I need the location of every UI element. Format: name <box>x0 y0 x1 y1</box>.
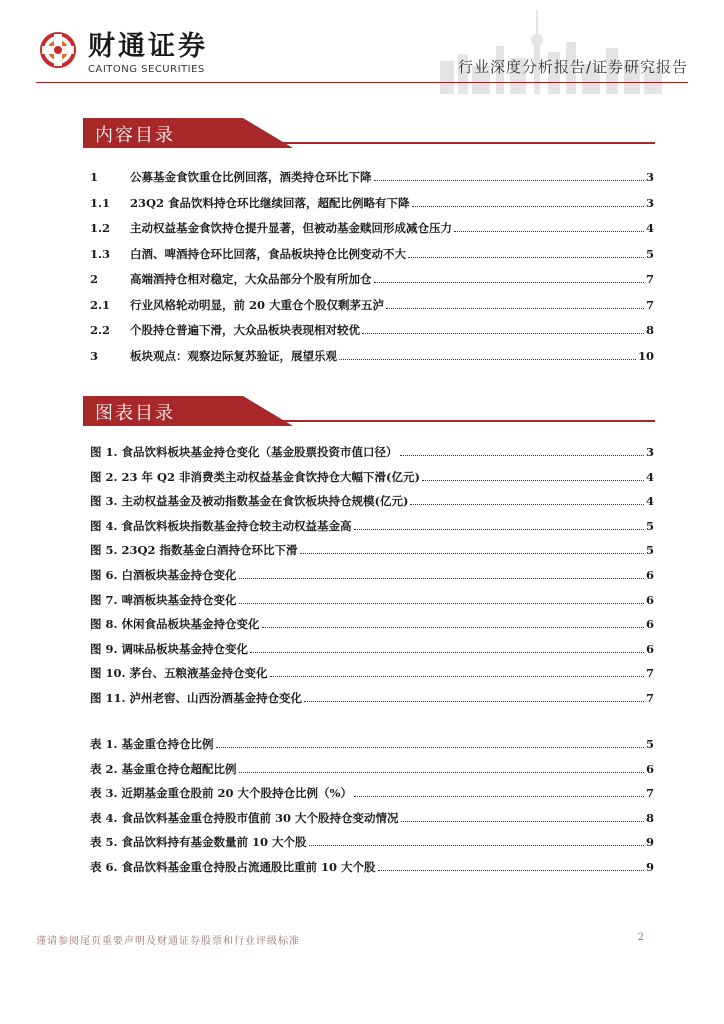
entry-title: 图 2. 23 年 Q2 非消费类主动权益基金食饮持仓大幅下滑(亿元) <box>90 469 420 484</box>
entry-page-number: 3 <box>645 445 654 459</box>
entry-page-number: 4 <box>645 494 654 509</box>
entry-page-number: 5 <box>645 737 654 751</box>
toc-section-header <box>83 118 655 148</box>
entry-title: 图 4. 食品饮料板块指数基金持仓较主动权益基金高 <box>90 518 352 533</box>
logo-chinese-name: 财通证券 <box>88 31 208 62</box>
figure-entry[interactable] <box>90 834 654 852</box>
entry-page-number: 6 <box>645 617 654 632</box>
dot-leader <box>412 196 644 207</box>
toc-entry[interactable] <box>90 322 654 340</box>
entry-page-number: 8 <box>645 810 654 825</box>
figure-entry[interactable] <box>90 592 654 610</box>
entry-title: 公募基金食饮重仓比例回落，酒类持仓环比下降 <box>130 170 372 184</box>
entry-title: 行业风格轮动明显，前 20 大重仓个股仅剩茅五泸 <box>130 297 385 312</box>
city-skyline-watermark <box>430 6 670 94</box>
entry-page-number: 7 <box>645 691 654 705</box>
toc-entry[interactable] <box>90 297 654 315</box>
toc-entry-number: 2.1 <box>90 297 111 312</box>
figures-section-header <box>83 396 655 426</box>
entry-page-number: 4 <box>645 221 654 235</box>
dot-leader <box>239 593 644 604</box>
footer-disclaimer: 谨请参阅尾页重要声明及财通证券股票和行业评级标准 <box>36 936 300 947</box>
entry-title: 23Q2 食品饮料持仓环比继续回落，超配比例略有下降 <box>130 195 410 210</box>
dot-leader <box>300 543 644 554</box>
toc-entry[interactable] <box>90 220 654 238</box>
entry-page-number: 9 <box>645 860 654 874</box>
entry-page-number: 6 <box>645 592 654 607</box>
dot-leader <box>339 349 636 360</box>
entry-title: 表 1. 基金重仓持仓比例 <box>90 737 214 751</box>
toc-entry[interactable] <box>90 348 654 366</box>
entry-page-number: 7 <box>645 297 654 312</box>
figure-entry[interactable] <box>90 567 654 585</box>
dot-leader <box>378 860 644 871</box>
dot-leader <box>374 170 644 181</box>
entry-title: 图 7. 啤酒板块基金持仓变化 <box>90 592 237 607</box>
entry-title: 图 1. 食品饮料板块基金持仓变化（基金股票投资市值口径） <box>90 445 398 459</box>
dot-leader <box>304 691 644 702</box>
dot-leader <box>362 323 644 334</box>
figures-title: 图表目录 <box>95 403 175 424</box>
toc-entry[interactable] <box>90 195 654 213</box>
toc-entry-number: 2.2 <box>90 323 111 337</box>
entry-title: 图 8. 休闲食品板块基金持仓变化 <box>90 617 260 632</box>
toc-entry-number: 1.2 <box>90 221 111 235</box>
page-number: 2 <box>637 932 644 943</box>
entry-title: 白酒、啤酒持仓环比回落，食品板块持仓比例变动不大 <box>130 246 406 261</box>
toc-entry-number: 1.1 <box>90 195 111 210</box>
figure-entry[interactable] <box>90 616 654 634</box>
entry-title: 表 6. 食品饮料基金重仓持股占流通股比重前 10 大个股 <box>90 860 376 874</box>
figure-entry[interactable] <box>90 665 654 683</box>
figure-entry[interactable] <box>90 859 654 877</box>
entry-page-number: 6 <box>645 568 654 582</box>
dot-leader <box>250 642 644 653</box>
entry-title: 图 10. 茅台、五粮液基金持仓变化 <box>90 666 268 681</box>
toc-entry[interactable] <box>90 169 654 187</box>
toc-title: 内容目录 <box>95 125 175 146</box>
figure-entry[interactable] <box>90 469 654 487</box>
toc-entry-number: 1.3 <box>90 246 111 261</box>
entry-page-number: 7 <box>645 666 654 681</box>
entry-page-number: 5 <box>645 246 654 261</box>
dot-leader <box>408 247 644 258</box>
caitong-logo-icon <box>40 32 76 68</box>
report-type-label: 行业深度分析报告/证券研究报告 <box>457 58 688 76</box>
dot-leader <box>374 272 644 283</box>
figure-entry[interactable] <box>90 690 654 708</box>
entry-title: 个股持仓普遍下滑，大众品板块表现相对较优 <box>130 323 360 337</box>
figure-entry[interactable] <box>90 493 654 511</box>
entry-page-number: 10 <box>637 348 654 363</box>
entry-page-number: 3 <box>645 170 654 184</box>
entry-title: 图 9. 调味品板块基金持仓变化 <box>90 641 249 656</box>
dot-leader <box>270 666 644 677</box>
entry-title: 板块观点：观察边际复苏验证，展望乐观 <box>130 348 337 363</box>
entry-title: 主动权益基金食饮持仓提升显著，但被动基金赎回形成减仓压力 <box>130 221 452 235</box>
dot-leader <box>354 786 644 797</box>
figure-entry[interactable] <box>90 785 654 803</box>
entry-page-number: 5 <box>645 518 654 533</box>
figure-entry[interactable] <box>90 518 654 536</box>
page-header <box>0 0 724 100</box>
entry-page-number: 6 <box>645 641 654 656</box>
dot-leader <box>422 470 644 481</box>
toc-entry-number: 2 <box>90 272 99 286</box>
dot-leader <box>386 298 644 309</box>
entry-page-number: 7 <box>645 272 654 286</box>
entry-title: 表 3. 近期基金重仓股前 20 大个股持仓比例（%） <box>90 786 352 801</box>
entry-page-number: 8 <box>645 323 654 337</box>
dot-leader <box>354 519 644 530</box>
figure-entry[interactable] <box>90 542 654 560</box>
entry-page-number: 9 <box>645 835 654 850</box>
header-divider <box>36 82 688 83</box>
entry-title: 图 5. 23Q2 指数基金白酒持仓环比下滑 <box>90 543 298 558</box>
entry-title: 表 2. 基金重仓持仓超配比例 <box>90 761 237 776</box>
dot-leader <box>262 617 644 628</box>
figure-entry[interactable] <box>90 761 654 779</box>
dot-leader <box>239 568 644 579</box>
dot-leader <box>309 835 644 846</box>
entry-page-number: 3 <box>645 195 654 210</box>
toc-entry[interactable] <box>90 271 654 289</box>
entry-page-number: 5 <box>645 543 654 558</box>
dot-leader <box>239 762 644 773</box>
entry-page-number: 6 <box>645 761 654 776</box>
figure-entry[interactable] <box>90 736 654 754</box>
entry-title: 表 4. 食品饮料基金重仓持股市值前 30 大个股持仓变动情况 <box>90 810 399 825</box>
toc-entry-number: 3 <box>90 348 99 363</box>
entry-page-number: 4 <box>645 469 654 484</box>
logo-english-name: CAITONG SECURITIES <box>88 64 205 75</box>
dot-leader <box>410 494 644 505</box>
toc-entry-number: 1 <box>90 170 99 184</box>
entry-title: 高端酒持仓相对稳定，大众品部分个股有所加仓 <box>130 272 372 286</box>
figure-entry[interactable] <box>90 641 654 659</box>
entry-page-number: 7 <box>645 786 654 801</box>
dot-leader <box>400 445 644 456</box>
dot-leader <box>401 811 644 822</box>
entry-title: 图 11. 泸州老窖、山西汾酒基金持仓变化 <box>90 691 303 705</box>
dot-leader <box>454 221 644 232</box>
toc-entry[interactable] <box>90 246 654 264</box>
dot-leader <box>216 737 644 748</box>
figure-entry[interactable] <box>90 810 654 828</box>
entry-title: 表 5. 食品饮料持有基金数量前 10 大个股 <box>90 835 307 850</box>
figure-entry[interactable] <box>90 444 654 462</box>
entry-title: 图 3. 主动权益基金及被动指数基金在食饮板块持仓规模(亿元) <box>90 494 409 509</box>
entry-title: 图 6. 白酒板块基金持仓变化 <box>90 568 237 582</box>
